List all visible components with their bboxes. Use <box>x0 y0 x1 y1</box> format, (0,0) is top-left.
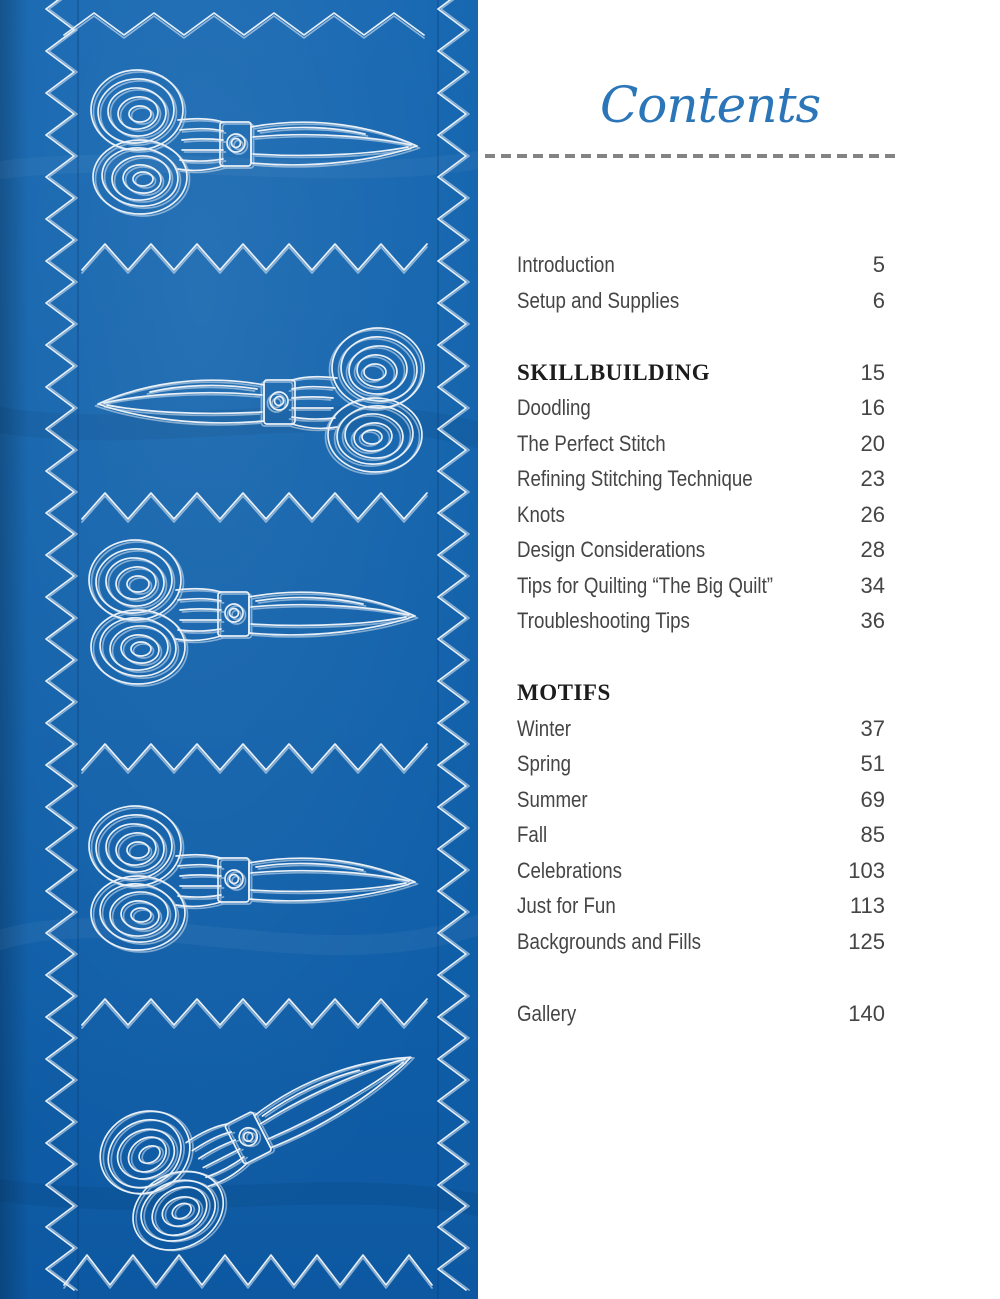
toc-entry-label: Refining Stitching Technique <box>517 466 753 491</box>
toc-row <box>517 461 885 497</box>
toc-entry-page: 23 <box>860 466 885 491</box>
toc-row <box>517 390 885 426</box>
toc-entry-label: Setup and Supplies <box>517 287 680 313</box>
toc-entry-label: Spring <box>517 751 572 776</box>
toc-entry-page: 5 <box>872 252 885 277</box>
toc-row <box>517 247 885 283</box>
toc-entry-page: 125 <box>848 928 885 954</box>
toc-entry-label: Just for Fun <box>517 893 616 918</box>
quilt-photo <box>0 0 478 1299</box>
toc-entry-label: Knots <box>517 501 565 527</box>
toc-entry-label: Summer <box>517 786 588 812</box>
toc-row <box>517 924 885 960</box>
toc-row <box>517 497 885 533</box>
toc-entry-label: The Perfect Stitch <box>517 430 666 456</box>
toc-entry-page: 36 <box>860 608 885 633</box>
toc-row <box>517 711 885 747</box>
toc-row <box>517 782 885 818</box>
toc-entry-page: 28 <box>860 537 885 562</box>
table-of-contents <box>478 0 1000 1299</box>
toc-entry-page: 34 <box>860 572 885 598</box>
toc-section-page: 15 <box>860 359 885 385</box>
toc-entry-label: Introduction <box>517 252 615 277</box>
toc-entry-page: 6 <box>872 287 885 313</box>
toc-section-row <box>517 675 885 711</box>
toc-entry-page: 37 <box>860 715 885 741</box>
toc-entry-label: Winter <box>517 715 572 741</box>
toc-entry-page: 103 <box>848 857 885 883</box>
quilt-illustration <box>0 0 478 1299</box>
toc-entry-label: Tips for Quilting “The Big Quilt” <box>517 572 773 598</box>
toc-entry-page: 16 <box>860 395 885 420</box>
toc-entry-page: 69 <box>860 786 885 812</box>
toc-entry-page: 20 <box>860 430 885 456</box>
toc-row <box>517 532 885 568</box>
page-title: Contents <box>600 76 821 134</box>
toc-entry-label: Design Considerations <box>517 537 706 562</box>
toc-rows <box>517 247 885 1031</box>
toc-entry-page: 140 <box>848 1000 885 1026</box>
toc-row <box>517 817 885 853</box>
toc-section-label: SKILLBUILDING <box>517 359 711 385</box>
toc-row <box>517 426 885 462</box>
toc-entry-label: Fall <box>517 822 548 847</box>
toc-row <box>517 888 885 924</box>
toc-entry-label: Backgrounds and Fills <box>517 928 701 954</box>
toc-row <box>517 603 885 639</box>
toc-entry-page: 51 <box>860 751 885 776</box>
toc-entry-label: Gallery <box>517 1000 577 1026</box>
dashed-divider <box>485 154 895 158</box>
toc-section-row <box>517 355 885 391</box>
toc-row <box>517 996 885 1032</box>
toc-entry-page: 85 <box>860 822 885 847</box>
toc-entry-label: Celebrations <box>517 857 622 883</box>
toc-entry-page: 113 <box>849 893 885 918</box>
toc-row <box>517 853 885 889</box>
toc-entry-page: 26 <box>860 501 885 527</box>
toc-row <box>517 283 885 319</box>
toc-entry-label: Doodling <box>517 395 591 420</box>
toc-section-label: MOTIFS <box>517 680 611 705</box>
toc-row <box>517 568 885 604</box>
toc-entry-label: Troubleshooting Tips <box>517 608 690 633</box>
toc-row <box>517 746 885 782</box>
